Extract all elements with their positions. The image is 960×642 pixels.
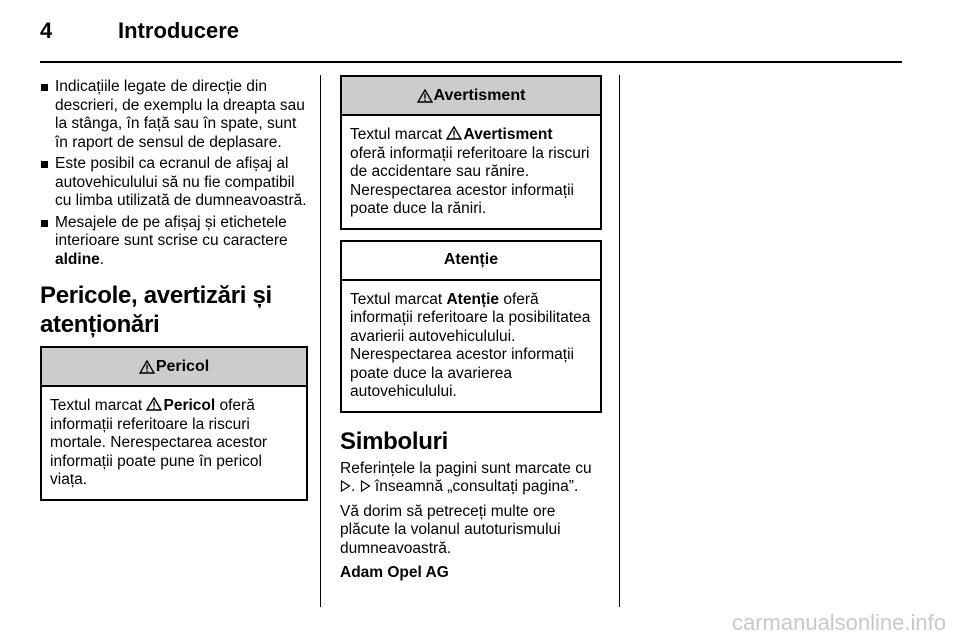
bullet-square-icon	[41, 220, 48, 227]
list-item: Este posibil ca ecranul de afișaj al autovehiculului să nu fie compatibil cu limba utilizată de dumneavoastră.	[40, 155, 308, 211]
symbols-paragraph: Referințele la pagini sunt marcate cu . înseamnă „consultați pagina”.	[340, 459, 592, 495]
warning-triangle-icon	[446, 126, 462, 140]
warning-box	[340, 75, 602, 230]
symbols-heading: Simboluri	[340, 427, 448, 455]
watermark: carmanualsonline.info	[731, 610, 946, 635]
warning-box-header	[342, 77, 600, 116]
danger-box-body: Textul marcat Pericol oferă informații referitoare la riscuri mortale. Nerespectarea acestor informații poate pune în pericol viața.	[50, 397, 268, 488]
closing-paragraph: Vă dorim să petreceți multe ore plăcute la volanul autoturismului dumneavoastră.	[340, 502, 561, 557]
list-item: Mesajele de pe afișaj și etichetele interioare sunt scrise cu caractere aldine.	[40, 214, 308, 270]
column-divider-right	[619, 75, 620, 607]
danger-box-header	[42, 348, 306, 387]
warning-triangle-icon	[417, 89, 433, 103]
warning-box-body: Textul marcat Avertisment oferă informații referitoare la riscuri de accidentare sau rănire. Nerespectarea acestor informații poate duce la răniri.	[350, 126, 590, 217]
bold-term: aldine	[55, 250, 100, 268]
column-divider-left	[320, 75, 321, 607]
caution-box-body: Textul marcat Atenție oferă informații referitoare la posibilitatea avarierii autovehiculului. Nerespectarea acestor informații poate duce la avarierea autovehiculului.	[350, 290, 591, 400]
caution-box	[340, 240, 602, 413]
page-number: 4	[40, 18, 53, 43]
middle-column	[340, 75, 602, 589]
danger-box	[40, 346, 308, 501]
warning-triangle-icon	[146, 397, 162, 411]
warning-box-title: Avertisment	[433, 86, 526, 104]
page-reference-arrow-icon	[360, 480, 371, 492]
section-heading: Pericole, avertizări și atenționări	[40, 282, 272, 338]
danger-box-title: Pericol	[155, 357, 210, 375]
warning-triangle-icon	[139, 360, 155, 374]
bullet-square-icon	[41, 161, 48, 168]
page-header	[40, 18, 902, 60]
list-item: Indicațiile legate de direcție din descrieri, de exemplu la dreapta sau la stânga, în față sau în spate, sunt în raport de sensul de deplasare.	[40, 78, 308, 152]
bullet-square-icon	[41, 84, 48, 91]
page-title: Introducere	[118, 18, 240, 43]
header-rule	[40, 61, 902, 63]
bullet-list	[40, 78, 308, 269]
caution-box-title: Atenție	[443, 251, 499, 268]
left-column	[40, 78, 308, 511]
signature: Adam Opel AG	[340, 564, 449, 581]
caution-box-header	[342, 242, 600, 281]
page-reference-arrow-icon	[340, 480, 351, 492]
